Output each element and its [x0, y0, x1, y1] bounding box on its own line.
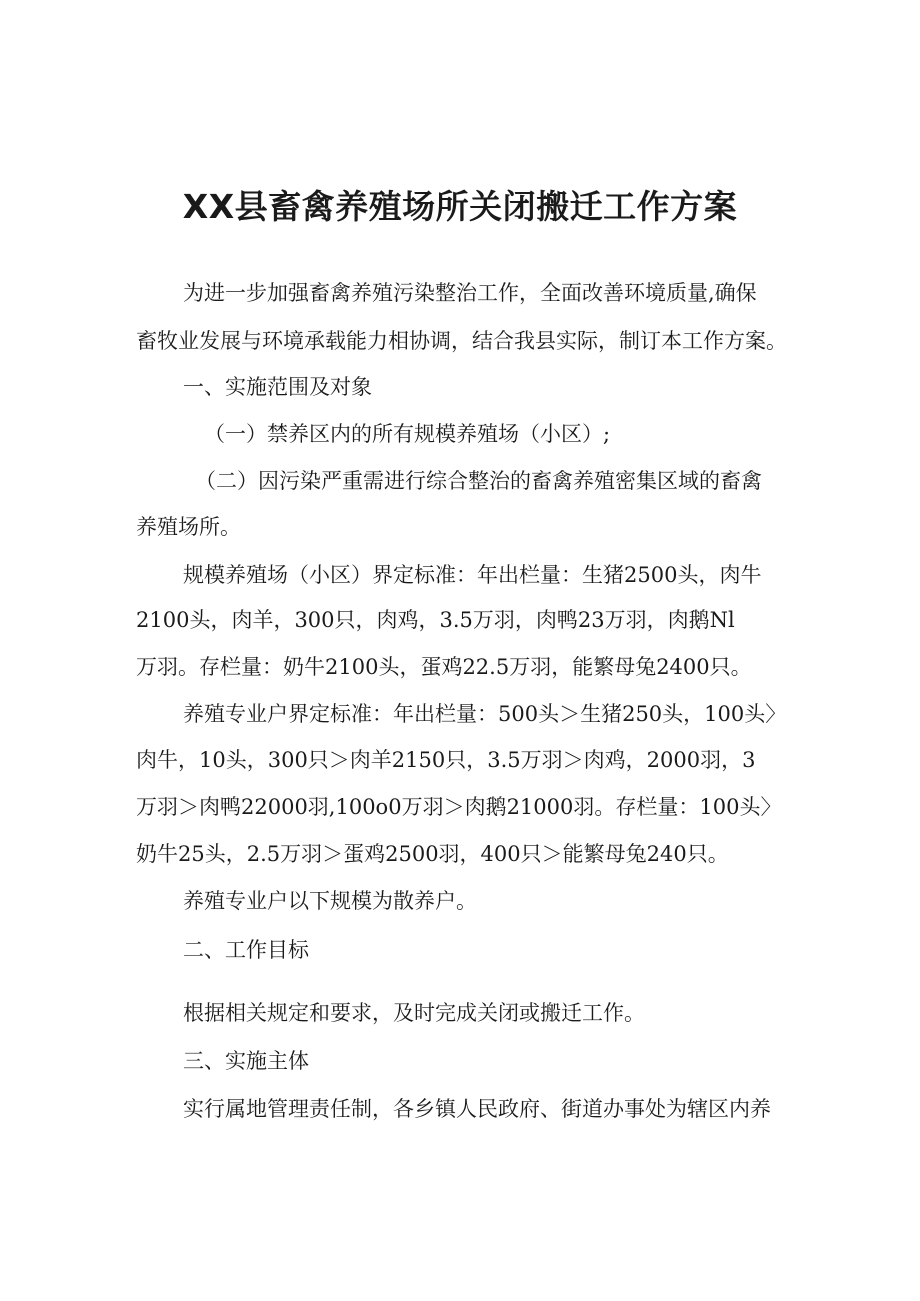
- list-item: （一）禁养区内的所有规模养殖场（小区）;: [204, 422, 611, 446]
- section-heading: 三、实施主体: [183, 1049, 309, 1073]
- paragraph-line: 养殖专业户界定标准：年出栏量：500头＞生猪250头，100头〉: [183, 702, 787, 726]
- paragraph-line: 根据相关规定和要求，及时完成关闭或搬迁工作。: [183, 1001, 645, 1025]
- paragraph-line: 为进一步加强畜禽养殖污染整治工作，全面改善环境质量,确保: [183, 281, 757, 305]
- document-title: XX县畜禽养殖场所关闭搬迁工作方案: [182, 187, 738, 226]
- paragraph-line: 规模养殖场（小区）界定标准：年出栏量：生猪2500头，肉牛: [183, 563, 762, 587]
- section-heading: 一、实施范围及对象: [183, 375, 372, 399]
- paragraph-line: 肉牛，10头，300只＞肉羊2150只，3.5万羽＞肉鸡，2000羽，3: [136, 748, 756, 772]
- list-item: （二）因污染严重需进行综合整治的畜禽养殖密集区域的畜禽: [195, 469, 762, 493]
- paragraph-line: 万羽＞肉鸭22000羽,100o0万羽＞肉鹅21000羽。存栏量：100头〉: [136, 795, 782, 819]
- paragraph-line: 奶牛25头，2.5万羽＞蛋鸡2500羽，400只＞能繁母兔240只。: [136, 842, 729, 866]
- paragraph-line: 畜牧业发展与环境承载能力相协调，结合我县实际，制订本工作方案。: [136, 329, 787, 353]
- paragraph-line: 养殖场所。: [136, 515, 241, 539]
- paragraph-line: 实行属地管理责任制，各乡镇人民政府、街道办事处为辖区内养: [183, 1097, 771, 1121]
- paragraph-line: 2100头，肉羊，300只，肉鸡，3.5万羽，肉鸭23万羽，肉鹅Nl: [136, 608, 735, 632]
- section-heading: 二、工作目标: [183, 938, 309, 962]
- paragraph-line: 万羽。存栏量：奶牛2100头，蛋鸡22.5万羽，能繁母兔2400只。: [136, 655, 752, 679]
- paragraph-line: 养殖专业户以下规模为散养户。: [183, 889, 477, 913]
